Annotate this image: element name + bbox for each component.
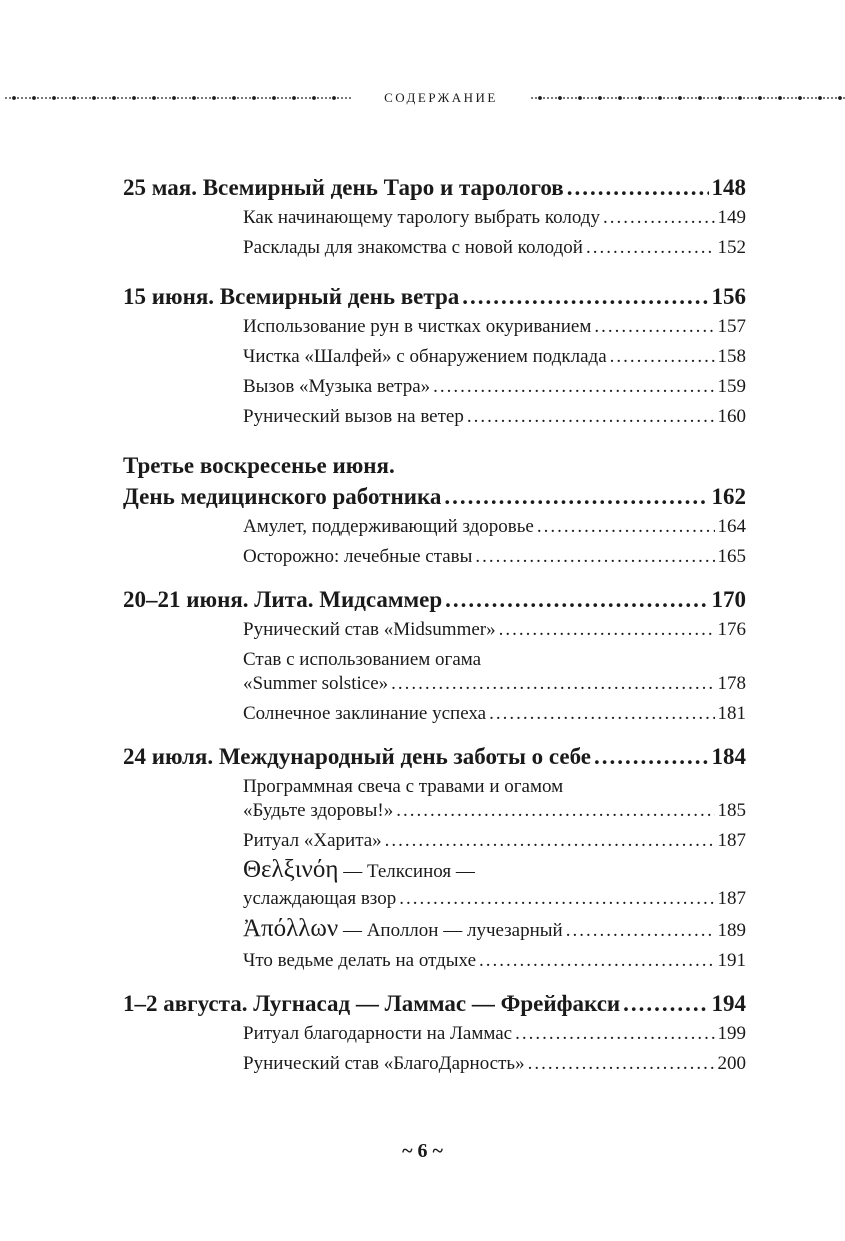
leader-dots: [610, 342, 715, 372]
leader-dots: [603, 203, 715, 233]
entry-page: 170: [711, 587, 746, 612]
toc-entry[interactable]: [243, 615, 746, 645]
entry-title: Как начинающему тарологу выбрать колоду: [243, 207, 600, 228]
dotted-ornament-right: [530, 95, 845, 101]
entry-title: Амулет, поддерживающий здоровье: [243, 516, 534, 537]
toc-entry-section[interactable]: [123, 741, 746, 772]
entry-title: «Summer solstice»: [243, 673, 389, 694]
entry-page: 189: [717, 920, 746, 941]
leader-dots: [594, 741, 708, 772]
page-number: ~ 6 ~: [402, 1140, 443, 1162]
entry-page: 160: [717, 406, 746, 427]
entry-title: [243, 914, 563, 946]
toc-entry-section[interactable]: [123, 584, 746, 615]
toc-entry[interactable]: [243, 826, 746, 856]
entry-title: День медицинского работника: [123, 484, 442, 509]
entry-page: 185: [717, 800, 746, 821]
toc-entry-section[interactable]: [123, 988, 746, 1019]
leader-dots: [479, 946, 714, 976]
entry-title-line1: Программная свеча с травами и огамом: [243, 776, 564, 797]
entry-title: Расклады для знакомства с новой колодой: [243, 237, 583, 258]
leader-dots: [475, 542, 714, 572]
header-title: СОДЕРЖАНИЕ: [384, 90, 498, 105]
entry-page: 187: [717, 830, 746, 851]
entry-page: 159: [717, 376, 746, 397]
entry-page: 200: [717, 1053, 746, 1074]
entry-page: 158: [717, 346, 746, 367]
entry-title: 15 июня. Всемирный день ветра: [123, 284, 460, 309]
dotted-ornament-left: [4, 95, 352, 101]
leader-dots: [489, 699, 714, 729]
entry-page: 181: [717, 703, 746, 724]
toc-entry-section[interactable]: [123, 281, 746, 312]
entry-title-line1: Став с использованием огама: [243, 649, 482, 670]
leader-dots: [396, 796, 714, 826]
entry-page: 157: [717, 316, 746, 337]
entry-page: 156: [711, 284, 746, 309]
leader-dots: [444, 481, 708, 512]
leader-dots: [567, 172, 709, 203]
entry-title: Вызов «Музыка ветра»: [243, 376, 431, 397]
leader-dots: [467, 402, 715, 432]
entry-page: 194: [711, 991, 746, 1016]
toc-entry[interactable]: [243, 699, 746, 729]
toc-entry[interactable]: [243, 203, 746, 233]
entry-title: «Будьте здоровы!»: [243, 800, 394, 821]
greek-name: Ἀπόλλων: [243, 915, 339, 942]
leader-dots: [399, 884, 714, 914]
table-of-contents: [123, 172, 746, 1079]
entry-title: Использование рун в чистках окуриванием: [243, 316, 592, 337]
toc-entry[interactable]: [243, 372, 746, 402]
leader-dots: [566, 916, 715, 946]
entry-page: 149: [717, 207, 746, 228]
entry-title: Ритуал благодарности на Ламмас: [243, 1023, 513, 1044]
toc-entry[interactable]: [243, 796, 746, 826]
toc-entry[interactable]: [243, 402, 746, 432]
toc-entry[interactable]: [243, 312, 746, 342]
greek-name: Θελξινόη: [243, 856, 339, 883]
entry-page: 184: [711, 744, 746, 769]
entry-title: 25 мая. Всемирный день Таро и тарологов: [123, 175, 564, 200]
entry-page: 187: [717, 888, 746, 909]
entry-title-part: — Аполлон — лучезарный: [338, 920, 563, 941]
leader-dots: [433, 372, 714, 402]
leader-dots: [586, 233, 715, 263]
entry-title: Рунический вызов на ветер: [243, 406, 464, 427]
toc-entry[interactable]: [243, 542, 746, 572]
leader-dots: [623, 988, 708, 1019]
leader-dots: [445, 584, 708, 615]
leader-dots: [528, 1049, 715, 1079]
entry-page: 152: [717, 237, 746, 258]
leader-dots: [537, 512, 715, 542]
entry-page: 178: [717, 673, 746, 694]
entry-title: Рунический став «Midsummer»: [243, 619, 496, 640]
entry-title: Что ведьме делать на отдыхе: [243, 950, 477, 971]
entry-page: 162: [711, 484, 746, 509]
toc-entry[interactable]: [243, 884, 746, 914]
leader-dots: [385, 826, 715, 856]
entry-title: 1–2 августа. Лугнасад — Ламмас — Фрейфакси: [123, 991, 621, 1016]
entry-title-line1: Третье воскресенье июня.: [123, 453, 395, 478]
entry-title: Рунический став «БлагоДарность»: [243, 1053, 525, 1074]
entry-title-part: — Телксиноя —: [338, 861, 475, 882]
entry-title: Осторожно: лечебные ставы: [243, 546, 473, 567]
entry-title: Ритуал «Харита»: [243, 830, 382, 851]
leader-dots: [499, 615, 715, 645]
toc-entry[interactable]: [243, 1049, 746, 1079]
entry-page: 199: [717, 1023, 746, 1044]
entry-title: Солнечное заклинание успеха: [243, 703, 487, 724]
entry-title: Чистка «Шалфей» с обнаружением подклада: [243, 346, 607, 367]
toc-entry-section[interactable]: [123, 172, 746, 203]
leader-dots: [391, 669, 714, 699]
entry-title: 24 июля. Международный день заботы о себе: [123, 744, 592, 769]
toc-entry[interactable]: [243, 669, 746, 699]
toc-entry[interactable]: [243, 1019, 746, 1049]
toc-entry[interactable]: [243, 512, 746, 542]
leader-dots: [515, 1019, 714, 1049]
leader-dots: [462, 281, 708, 312]
entry-page: 164: [717, 516, 746, 537]
toc-entry[interactable]: [243, 914, 746, 946]
entry-page: 165: [717, 546, 746, 567]
toc-entry-section[interactable]: [123, 481, 746, 512]
entry-page: 176: [717, 619, 746, 640]
entry-title: 20–21 июня. Лита. Мидсаммер: [123, 587, 443, 612]
entry-page: 148: [711, 175, 746, 200]
running-header: [0, 86, 845, 110]
toc-entry[interactable]: [243, 342, 746, 372]
entry-title-line1: [243, 856, 746, 886]
entry-page: 191: [717, 950, 746, 971]
toc-entry[interactable]: [243, 233, 746, 263]
toc-entry[interactable]: [243, 946, 746, 976]
leader-dots: [594, 312, 714, 342]
entry-title: услаждающая взор: [243, 888, 397, 909]
